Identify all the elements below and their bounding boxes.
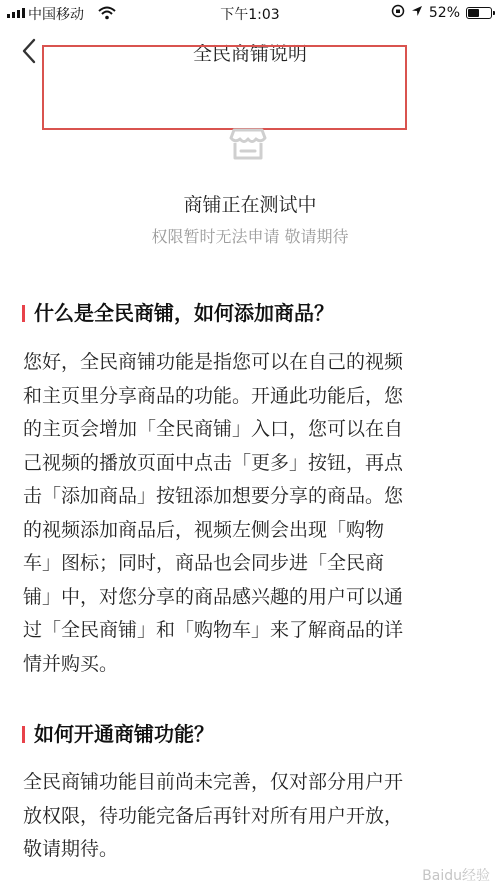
paragraph-line: 情并购买。 xyxy=(23,652,119,675)
paragraph-line: 过「全民商铺」和「购物车」来了解商品的详 xyxy=(23,619,404,641)
section-body-how-to-enable xyxy=(23,766,493,867)
accent-bar xyxy=(22,305,25,322)
paragraph-line: 击「添加商品」按钮添加想要分享的商品。您 xyxy=(23,485,404,507)
paragraph-line: 己视频的播放页面中点击「更多」按钮，再点 xyxy=(23,451,404,474)
status-time: 下午1:03 xyxy=(220,7,280,23)
location-icon xyxy=(411,5,423,21)
shop-status-title: 商铺正在测试中 xyxy=(183,194,317,216)
battery-icon xyxy=(466,7,492,19)
paragraph-line: 铺」中，对您分享的商品感兴趣的用户可以通 xyxy=(23,585,404,608)
carrier-name: 中国移动 xyxy=(28,7,84,23)
page-title: 全民商铺说明 xyxy=(192,43,307,65)
paragraph-line: 的主页会增加「全民商铺」入口，您可以在自 xyxy=(23,418,404,440)
paragraph-line: 放权限，待功能完备后再针对所有用户开放， xyxy=(23,804,404,827)
accent-bar xyxy=(22,726,25,743)
paragraph-line: 和主页里分享商品的功能。开通此功能后，您 xyxy=(23,384,404,407)
rotation-lock-icon xyxy=(391,4,405,22)
paragraph-line: 的视频添加商品后，视频左侧会出现「购物 xyxy=(23,518,385,541)
watermark: Baidu经验 xyxy=(422,868,490,884)
status-bar xyxy=(0,0,500,26)
section-heading-text: 如何开通商铺功能？ xyxy=(34,722,214,746)
navigation-bar xyxy=(0,26,500,76)
annotation-highlight-box xyxy=(42,45,407,130)
section-heading-text: 什么是全民商铺，如何添加商品？ xyxy=(34,301,334,325)
paragraph-line: 全民商铺功能目前尚未完善，仅对部分用户开 xyxy=(23,771,404,793)
paragraph-line: 您好，全民商铺功能是指您可以在自己的视频 xyxy=(23,351,404,373)
section-body-what-is-shop xyxy=(23,346,493,681)
shop-icon xyxy=(228,124,268,164)
paragraph-line: 敬请期待。 xyxy=(23,838,119,860)
battery-percent: 52% xyxy=(428,5,460,21)
section-heading-how-to-enable xyxy=(22,721,214,747)
paragraph-line: 车」图标；同时，商品也会同步进「全民商 xyxy=(23,552,385,574)
section-heading-what-is-shop xyxy=(22,300,334,326)
shop-status-subtitle: 权限暂时无法申请 敬请期待 xyxy=(151,227,349,246)
